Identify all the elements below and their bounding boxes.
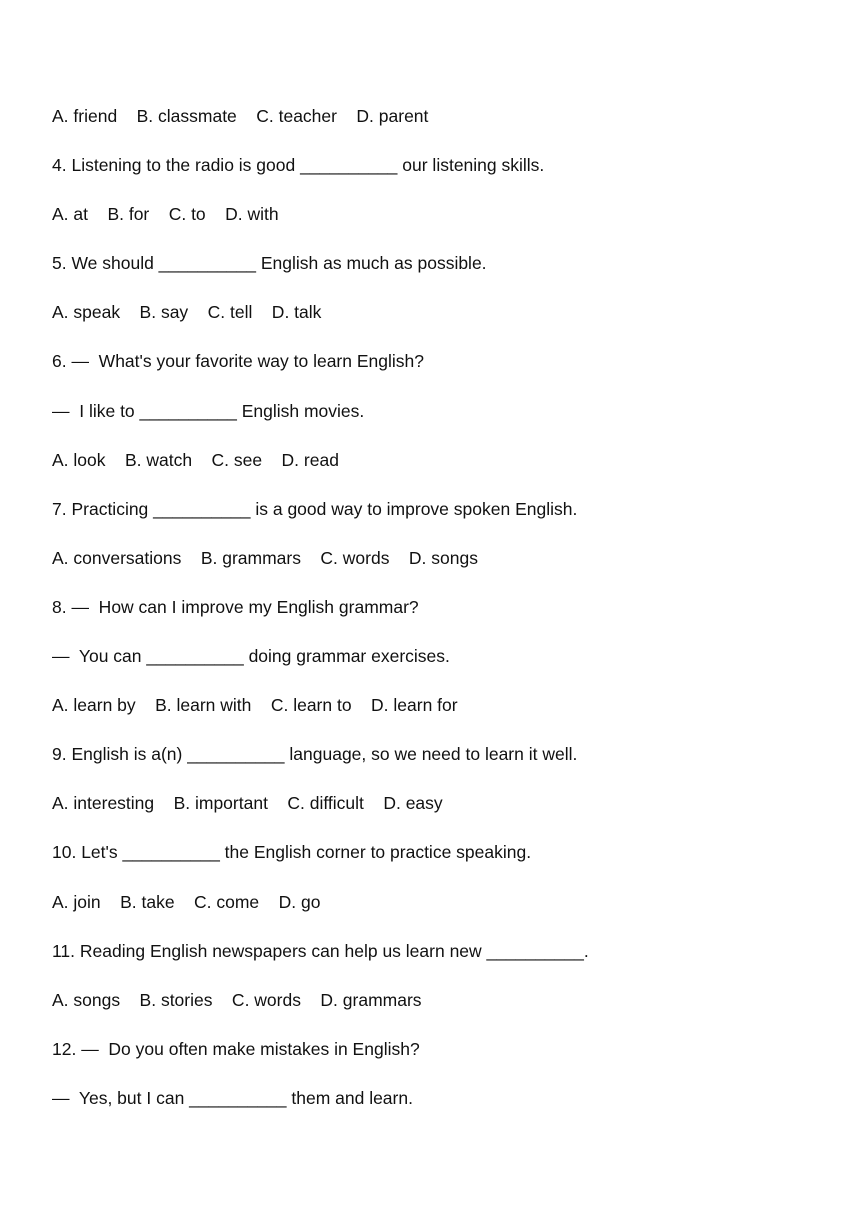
options-q9: A. interesting B. important C. difficult D. easy bbox=[52, 793, 443, 814]
options-q11: A. songs B. stories C. words D. grammars bbox=[52, 989, 422, 1010]
options-q10: A. join B. take C. come D. go bbox=[52, 891, 321, 912]
question-4: 4. Listening to the radio is good __________ our listening skills. bbox=[52, 155, 545, 176]
options-q5: A. speak B. say C. tell D. talk bbox=[52, 302, 322, 323]
question-11: 11. Reading English newspapers can help us learn new __________. bbox=[52, 940, 589, 961]
question-12-reply: — Yes, but I can __________ them and learn. bbox=[52, 1087, 413, 1108]
question-12: 12. — Do you often make mistakes in English? bbox=[52, 1038, 420, 1059]
question-8: 8. — How can I improve my English grammar? bbox=[52, 596, 419, 617]
question-9: 9. English is a(n) __________ language, so we need to learn it well. bbox=[52, 744, 578, 765]
question-10: 10. Let's __________ the English corner to practice speaking. bbox=[52, 842, 532, 863]
options-q8: A. learn by B. learn with C. learn to D. learn for bbox=[52, 695, 458, 716]
options-q7: A. conversations B. grammars C. words D. songs bbox=[52, 547, 478, 568]
options-q4: A. at B. for C. to D. with bbox=[52, 204, 279, 225]
question-6-reply: — I like to __________ English movies. bbox=[52, 400, 365, 421]
question-6: 6. — What's your favorite way to learn English? bbox=[52, 351, 424, 372]
question-8-reply: — You can __________ doing grammar exercises. bbox=[52, 646, 450, 667]
question-7: 7. Practicing __________ is a good way to improve spoken English. bbox=[52, 498, 578, 519]
options-q6: A. look B. watch C. see D. read bbox=[52, 449, 339, 470]
options-q3: A. friend B. classmate C. teacher D. parent bbox=[52, 106, 429, 126]
worksheet-page bbox=[52, 103, 832, 1134]
question-5: 5. We should __________ English as much as possible. bbox=[52, 253, 487, 274]
